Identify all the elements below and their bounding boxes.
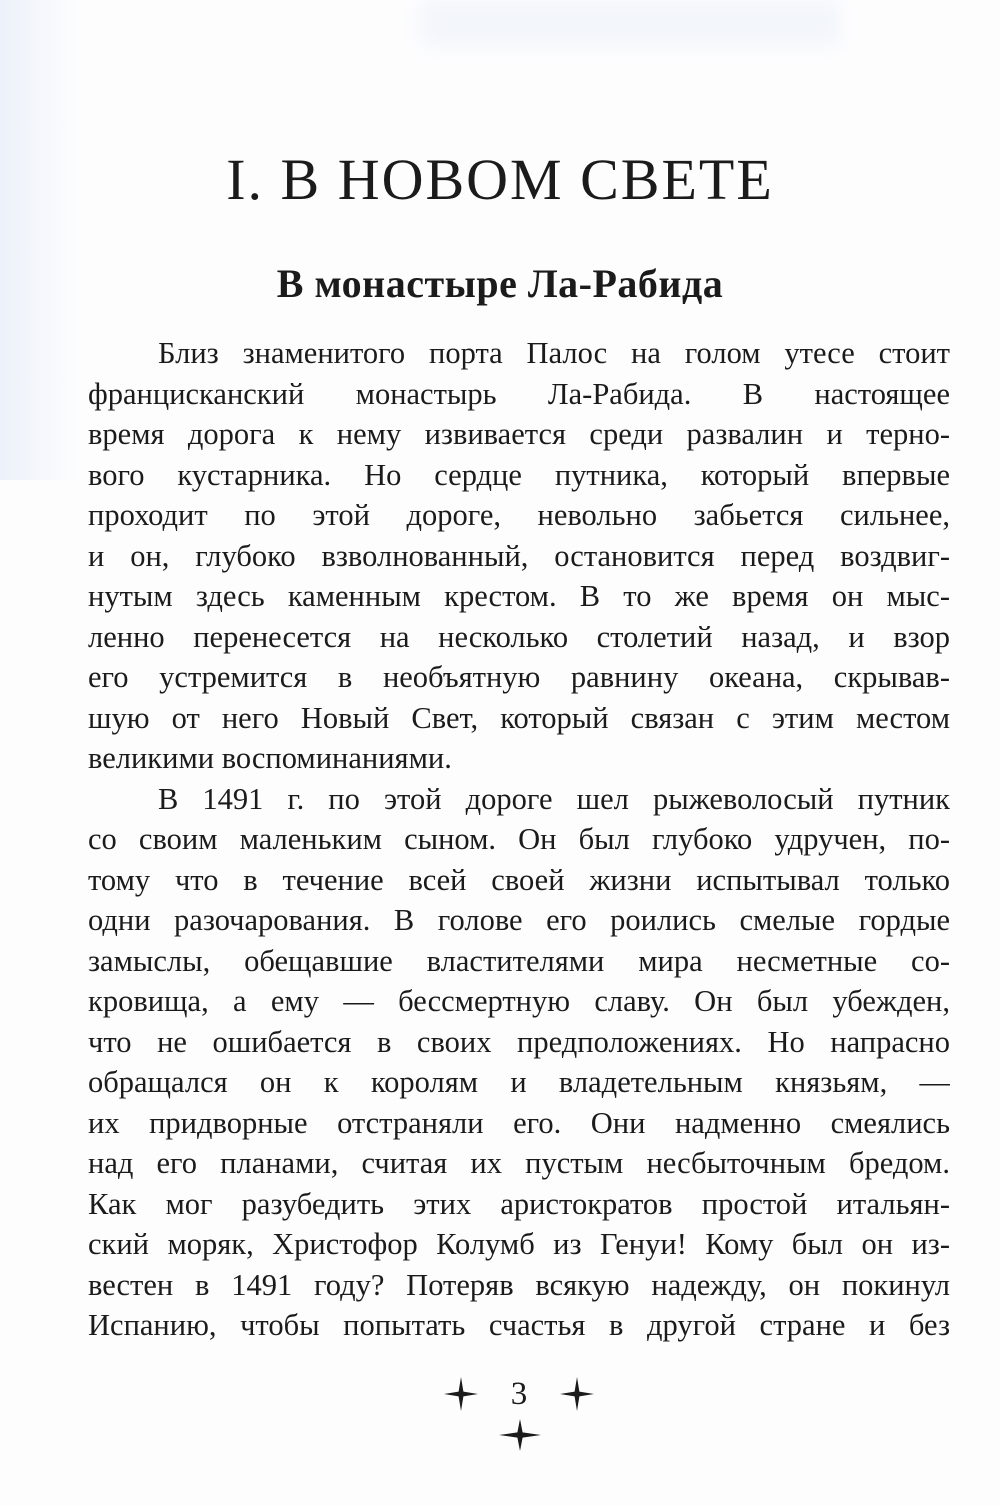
body-text bbox=[88, 333, 950, 1346]
text-line: вого кустарника. Но сердце путника, который впервые bbox=[88, 457, 950, 492]
chapter-title: I. В НОВОМ СВЕТЕ bbox=[226, 147, 774, 212]
scan-artifact bbox=[0, 0, 80, 480]
text-line: Как мог разубедить этих аристократов простой итальян- bbox=[88, 1186, 950, 1221]
text-line: В 1491 г. по этой дороге шел рыжеволосый путник bbox=[158, 781, 950, 816]
text-line: нутым здесь каменным крестом. В то же время он мыс- bbox=[88, 579, 950, 613]
page-number: 3 bbox=[510, 1376, 528, 1412]
ornament-star-bottom-icon bbox=[498, 1418, 542, 1452]
scan-artifact bbox=[420, 0, 840, 46]
text-line: кровища, а ему — бессмертную славу. Он был убежден, bbox=[88, 984, 950, 1018]
text-line: великими воспоминаниями. bbox=[88, 741, 452, 775]
text-line: со своим маленьким сыном. Он был глубоко удручен, по- bbox=[88, 822, 950, 856]
page-footer bbox=[88, 1374, 950, 1414]
text-line: Испанию, чтобы попытать счастья в другой стране и без bbox=[88, 1308, 950, 1342]
ornament-star-right-icon bbox=[559, 1376, 595, 1412]
section-subtitle: В монастыре Ла-Рабида bbox=[276, 261, 724, 306]
text-line: замыслы, обещавшие властителями мира несметные со- bbox=[88, 943, 950, 978]
text-line: над его планами, считая их пустым несбыточным бредом. bbox=[88, 1146, 950, 1180]
text-line: проходит по этой дороге, невольно забьется сильнее, bbox=[88, 498, 950, 532]
text-line: его устремится в необъятную равнину океана, скрывав- bbox=[88, 660, 950, 694]
text-line: шую от него Новый Свет, который связан с этим местом bbox=[88, 700, 950, 735]
text-line: Близ знаменитого порта Палос на голом утесе стоит bbox=[158, 336, 950, 370]
text-line: что не ошибается в своих предположениях. Но напрасно bbox=[88, 1024, 950, 1059]
text-line: их придворные отстраняли его. Они надменно смеялись bbox=[88, 1105, 950, 1140]
text-line: ский моряк, Христофор Колумб из Генуи! Кому был он из- bbox=[88, 1227, 950, 1261]
text-line: одни разочарования. В голове его роились смелые гордые bbox=[88, 903, 950, 937]
text-line: обращался он к королям и владетельным князьям, — bbox=[88, 1065, 950, 1099]
ornament-star-left-icon bbox=[443, 1376, 479, 1412]
text-line: и он, глубоко взволнованный, остановится перед воздвиг- bbox=[88, 538, 950, 573]
text-line: время дорога к нему извивается среди развалин и терно- bbox=[88, 417, 950, 451]
text-line: ленно перенесется на несколько столетий назад, и взор bbox=[88, 619, 950, 654]
text-line: вестен в 1491 году? Потеряв всякую надежду, он покинул bbox=[88, 1267, 950, 1302]
text-line: тому что в течение всей своей жизни испытывал только bbox=[88, 862, 950, 897]
text-line: францисканский монастырь Ла-Рабида. В настоящее bbox=[88, 376, 950, 411]
